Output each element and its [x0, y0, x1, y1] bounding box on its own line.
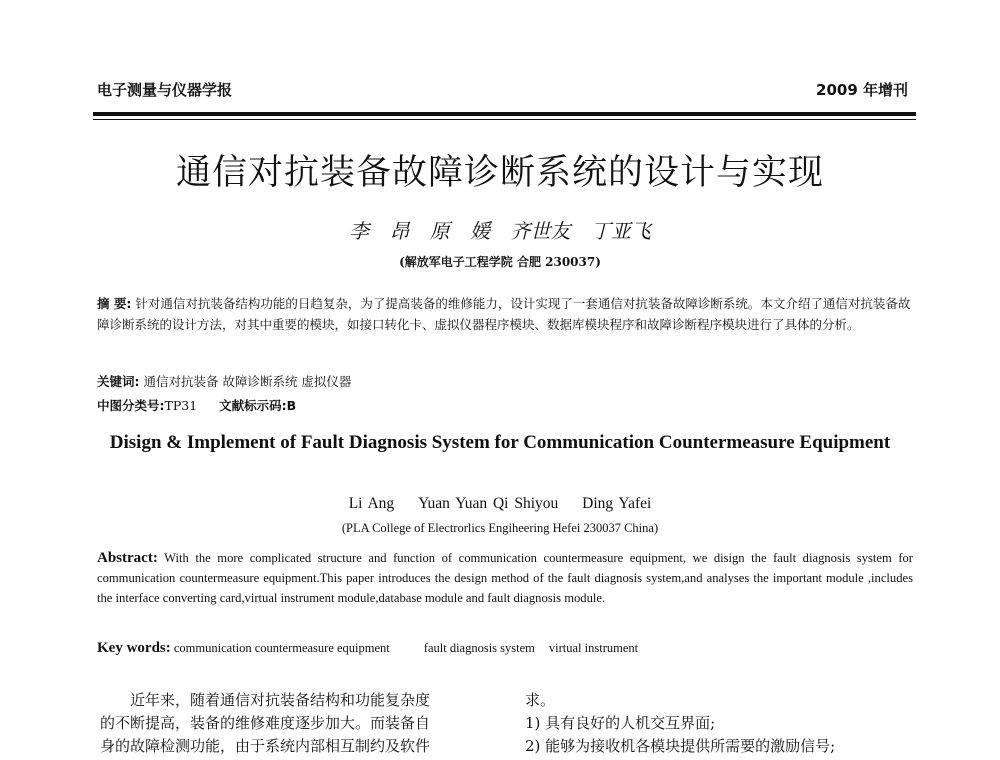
keyword-en-1: communication countermeasure equipment	[173, 641, 390, 655]
doc-code-label: 文献标示码:	[219, 398, 287, 413]
keywords-en-label: Key words:	[97, 640, 171, 656]
issue-label: 2009 年增刊	[816, 81, 908, 99]
body-right-line-1: 求。	[525, 691, 556, 709]
abstract-en	[97, 548, 913, 608]
clc-value: TP31	[164, 398, 198, 413]
author-en-1: Li Ang	[348, 495, 395, 512]
abstract-cn-label: 摘 要:	[97, 296, 132, 311]
affiliation-en: (PLA College of Electrorlics Engiheering Hefei 230037 China)	[341, 521, 659, 535]
english-title: Disign & Implement of Fault Diagnosis System for Communication Countermeasure Equipment	[109, 432, 891, 453]
body-left-line-3: 身的故障检测功能，由于系统内部相互制约及软件	[100, 737, 431, 755]
author-en-2: Yuan Yuan Qi Shiyou	[418, 495, 559, 512]
authors-cn: 李 昂 原 媛 齐世友 丁亚飞	[349, 219, 651, 243]
clc-label: 中图分类号:	[97, 398, 165, 413]
author-en-3: Ding Yafei	[582, 495, 652, 512]
header-rule-thin	[93, 119, 916, 120]
body-right-column	[525, 689, 920, 758]
abstract-en-label: Abstract:	[97, 550, 158, 566]
body-left-line-1: 近年来，随着通信对抗装备结构和功能复杂度	[130, 691, 431, 709]
body-left-column	[100, 689, 495, 758]
classification	[97, 396, 296, 414]
paper-title: 通信对抗装备故障诊断系统的设计与实现	[175, 153, 824, 193]
keywords-en	[97, 640, 638, 657]
authors-en	[0, 495, 1000, 513]
journal-name: 电子测量与仪器学报	[97, 81, 233, 99]
keywords-cn-text: 通信对抗装备 故障诊断系统 虚拟仪器	[143, 374, 352, 389]
doc-code-value: B	[286, 398, 297, 413]
body-left-line-2: 的不断提高，装备的维修难度逐步加大。而装备自	[100, 714, 431, 732]
keywords-cn-label: 关键词:	[97, 374, 140, 389]
keywords-cn	[97, 372, 351, 390]
abstract-cn-text: 针对通信对抗装备结构功能的日趋复杂，为了提高装备的维修能力，设计实现了一套通信对抗装备故障诊断系统。本文介绍了通信对抗装备故障诊断系统的设计方法，对其中重要的模块，如接口转化卡、虚拟仪器程序模块、数据库模块程序和故障诊断程序模块进行了具体的分析。	[97, 296, 911, 332]
keyword-en-3: virtual instrument	[548, 641, 639, 655]
header-rule-thick	[93, 112, 916, 116]
abstract-cn	[97, 293, 917, 335]
abstract-en-text: With the more complicated structure and function of communication countermeasure equipment, we disign the fault diagnosis system for communication countermeasure equipment.This paper introduces the design method of the fault diagnosis system,and analyses the important module ,includes the interface converting card,virtual instrument module,database module and fault diagnosis module.	[97, 551, 913, 605]
affiliation-cn: (解放军电子工程学院 合肥 230037)	[399, 255, 601, 269]
body-right-line-2: 1) 具有良好的人机交互界面;	[525, 714, 716, 732]
keyword-en-2: fault diagnosis system	[423, 641, 535, 655]
body-right-line-3: 2) 能够为接收机各模块提供所需要的激励信号;	[525, 737, 836, 755]
